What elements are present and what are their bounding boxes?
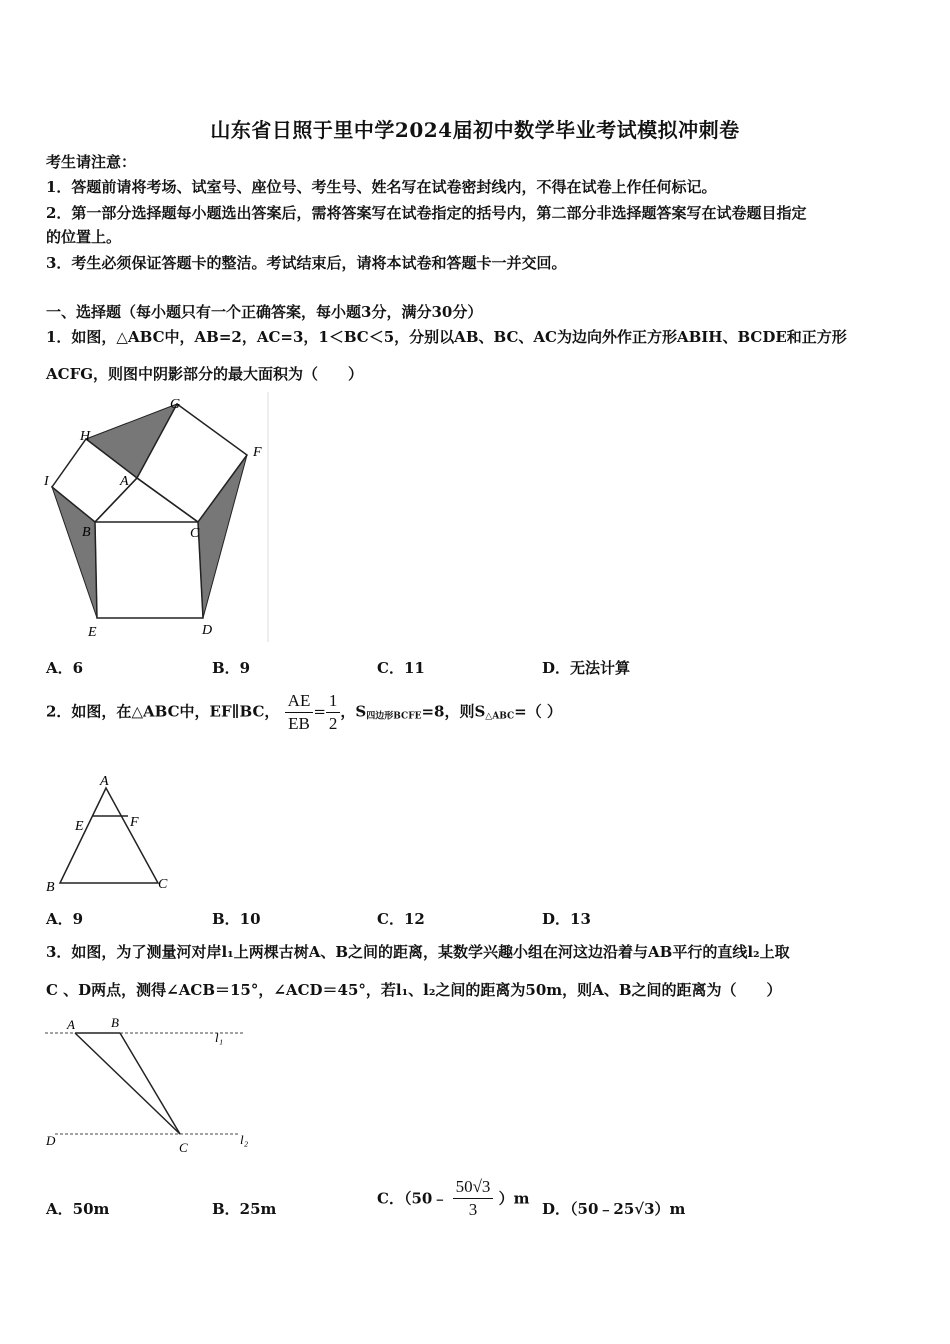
q2-option-b[interactable]: B．10 xyxy=(212,910,261,928)
q3-option-c[interactable] xyxy=(377,1176,530,1221)
label-e: E xyxy=(75,819,84,834)
section-heading: 一、选择题（每小题只有一个正确答案，每小题3分，满分30分） xyxy=(46,303,483,321)
q3-text-line1: 3．如图，为了测量河对岸l₁上两棵古树A、B之间的距离，某数学兴趣小组在河这边沿着与AB平行的直线l₂上取 xyxy=(46,943,790,961)
label-g: G xyxy=(170,397,181,412)
q3-figure xyxy=(40,1012,270,1162)
label-a: A xyxy=(67,1017,75,1032)
q3-option-c-pre: C．（50﹣ xyxy=(377,1189,448,1208)
q2-half-num: 1 xyxy=(326,690,341,713)
label-b: B xyxy=(111,1015,119,1030)
label-c: C xyxy=(158,877,168,892)
q1-text-line1: 1．如图，△ABC中，AB=2，AC=3，1＜BC＜5，分别以AB、BC、AC为边向外作正方形ABIH、BCDE和正方形 xyxy=(46,328,847,346)
label-i: I xyxy=(44,474,49,489)
q2-option-a[interactable]: A．9 xyxy=(46,910,84,928)
q2-text-mid: ，S xyxy=(340,702,367,721)
q1-option-a[interactable]: A．6 xyxy=(46,659,84,677)
q2-frac-num: AE xyxy=(285,690,314,713)
q3-option-c-post: ）m xyxy=(498,1189,530,1208)
q2-figure xyxy=(40,770,190,895)
q2-text-pre: 2．如图，在△ABC中，EF∥BC， xyxy=(46,702,280,721)
q1-figure xyxy=(40,392,275,644)
notice-item-3: 3．考生必须保证答题卡的整洁。考试结束后，请将本试卷和答题卡一并交回。 xyxy=(46,254,567,272)
q2-text xyxy=(46,690,562,735)
label-b: B xyxy=(46,880,55,895)
page-title: 山东省日照于里中学2024届初中数学毕业考试模拟冲刺卷 xyxy=(210,118,740,142)
label-a: A xyxy=(120,474,129,489)
notice-item-2a: 2．第一部分选择题每小题选出答案后，需将答案写在试卷指定的括号内，第二部分非选择题答案写在试卷题目指定 xyxy=(46,204,807,222)
shaded-triangle-hag xyxy=(86,404,177,478)
label-l1: l₁ xyxy=(215,1030,224,1045)
q1-text-line2: ACFG，则图中阴影部分的最大面积为（ ） xyxy=(46,365,364,383)
label-f: F xyxy=(253,445,262,460)
q2-fraction-ae-eb xyxy=(285,690,314,735)
q2-option-d[interactable]: D．13 xyxy=(542,910,591,928)
q2-sub-quad: 四边形BCFE xyxy=(366,711,422,722)
q2-text-post: =（ ） xyxy=(514,702,562,721)
q2-fraction-half xyxy=(326,690,341,735)
q2-text-mid2: =8，则S xyxy=(421,702,486,721)
triangle-abc xyxy=(95,478,198,522)
q3-option-d[interactable]: D．（50﹣25√3）m xyxy=(542,1200,686,1218)
label-a: A xyxy=(100,774,109,789)
shaded-triangle-ibe xyxy=(52,487,97,618)
triangle-abc xyxy=(60,788,158,883)
q3-option-b[interactable]: B．25m xyxy=(212,1200,277,1218)
label-l2: l₂ xyxy=(240,1132,249,1147)
q2-frac-den: EB xyxy=(288,714,310,733)
q2-equals: = xyxy=(313,702,326,721)
q3-text-line2: C 、D两点，测得∠ACB＝15°，∠ACD＝45°，若l₁、l₂之间的距离为50m，则A、B之间的距离为（ ） xyxy=(46,981,782,999)
label-e: E xyxy=(88,625,97,640)
q3-option-c-num: 50√3 xyxy=(453,1176,494,1199)
q3-option-a[interactable]: A．50m xyxy=(46,1200,110,1218)
q3-option-c-fraction xyxy=(453,1176,494,1221)
label-d: D xyxy=(202,623,213,638)
q1-option-b[interactable]: B．9 xyxy=(212,659,251,677)
q2-option-c[interactable]: C．12 xyxy=(377,910,425,928)
shaded-triangle-fcd xyxy=(198,455,247,618)
square-bcde xyxy=(95,522,203,618)
q2-half-den: 2 xyxy=(328,714,338,733)
label-h: H xyxy=(80,429,91,444)
q1-option-c[interactable]: C．11 xyxy=(377,659,425,677)
label-c: C xyxy=(190,526,200,541)
q1-option-d[interactable]: D．无法计算 xyxy=(542,659,631,677)
label-d: D xyxy=(46,1133,56,1148)
q2-sub-abc: △ABC xyxy=(485,711,515,722)
label-c: C xyxy=(179,1140,188,1155)
notice-heading: 考生请注意： xyxy=(46,153,137,171)
segment-bc xyxy=(120,1033,180,1134)
label-f: F xyxy=(130,815,139,830)
notice-item-2b: 的位置上。 xyxy=(46,228,122,246)
label-b: B xyxy=(82,525,91,540)
segment-ac xyxy=(75,1033,180,1134)
notice-item-1: 1．答题前请将考场、试室号、座位号、考生号、姓名写在试卷密封线内，不得在试卷上作任何标记。 xyxy=(46,178,717,196)
q3-option-c-den: 3 xyxy=(468,1200,478,1219)
